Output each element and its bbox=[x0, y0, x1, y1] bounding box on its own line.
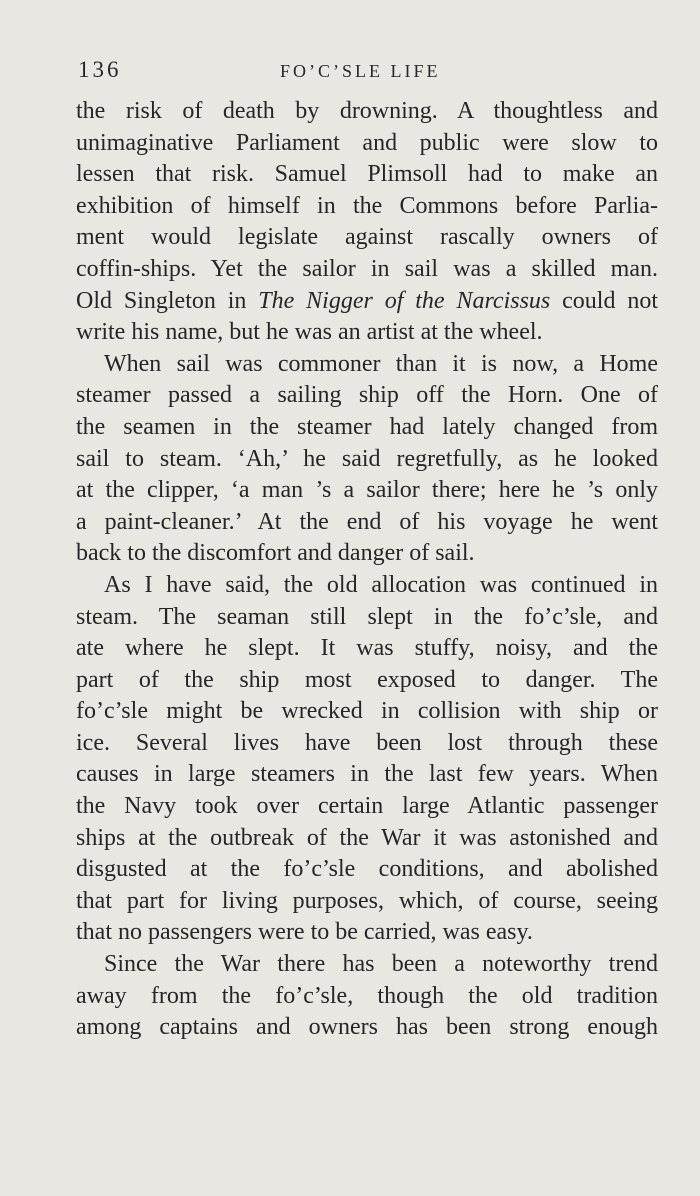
running-title: FO’C’SLE LIFE bbox=[280, 61, 441, 81]
text-line-6: coffin-ships. Yet the sailor in sail was a skilled man. bbox=[76, 255, 658, 282]
text-line-30: among captains and owners has been strong enough bbox=[76, 1014, 658, 1041]
text-line-10: steamer passed a sailing ship off the Horn. One of bbox=[76, 382, 658, 409]
page-header bbox=[78, 58, 658, 82]
text-line-12: sail to steam. ‘Ah,’ he said regretfully, as he looked bbox=[76, 445, 658, 472]
text-line-27: that no passengers were to be carried, was easy. bbox=[76, 919, 533, 946]
page-number: 136 bbox=[78, 57, 122, 82]
text-line-18: ate where he slept. It was stuffy, noisy, and the bbox=[76, 635, 658, 662]
text-line-19: part of the ship most exposed to danger. The bbox=[76, 666, 658, 693]
text-line-1: the risk of death by drowning. A thoughtless and bbox=[76, 98, 658, 124]
text-line-29: away from the fo’c’sle, though the old tradition bbox=[76, 982, 658, 1009]
text-line-4: exhibition of himself in the Commons before Parlia- bbox=[76, 192, 658, 219]
text-line-23: the Navy took over certain large Atlantic passenger bbox=[76, 793, 658, 820]
body-text bbox=[76, 96, 658, 1044]
text-line-8: write his name, but he was an artist at the wheel. bbox=[76, 319, 543, 346]
book-title-italic: The Nigger of the Narcissus bbox=[258, 287, 551, 314]
paragraph-start-when-sail: When sail was commoner than it is now, a Home bbox=[104, 350, 658, 377]
text-line-7-start: Old Singleton in bbox=[76, 287, 259, 314]
text-line-22: causes in large steamers in the last few years. When bbox=[76, 761, 658, 788]
paragraph-start-as-i-have-said: As I have said, the old allocation was continued in bbox=[104, 571, 658, 598]
text-line-20: fo’c’sle might be wrecked in collision with ship or bbox=[76, 698, 658, 725]
text-line-26: that part for living purposes, which, of course, seeing bbox=[76, 887, 658, 914]
text-line-7 bbox=[76, 286, 658, 318]
text-line-3: lessen that risk. Samuel Plimsoll had to make an bbox=[76, 161, 658, 188]
text-line-15: back to the discomfort and danger of sail. bbox=[76, 540, 475, 567]
text-line-24: ships at the outbreak of the War it was astonished and bbox=[76, 824, 658, 851]
text-line-7-end: could not bbox=[550, 287, 658, 314]
text-line-21: ice. Several lives have been lost through these bbox=[76, 729, 658, 756]
text-line-11: the seamen in the steamer had lately changed from bbox=[76, 413, 658, 440]
text-line-13: at the clipper, ‘a man ’s a sailor there; here he ’s only bbox=[76, 477, 658, 504]
text-line-14: a paint-cleaner.’ At the end of his voyage he went bbox=[76, 508, 658, 535]
text-line-2: unimaginative Parliament and public were slow to bbox=[76, 129, 658, 156]
text-line-25: disgusted at the fo’c’sle conditions, and abolished bbox=[76, 856, 658, 883]
text-line-17: steam. The seaman still slept in the fo’c’sle, and bbox=[76, 603, 658, 630]
paragraph-start-since-the-war: Since the War there has been a noteworthy trend bbox=[104, 951, 658, 978]
text-line-5: ment would legislate against rascally owners of bbox=[76, 224, 658, 251]
